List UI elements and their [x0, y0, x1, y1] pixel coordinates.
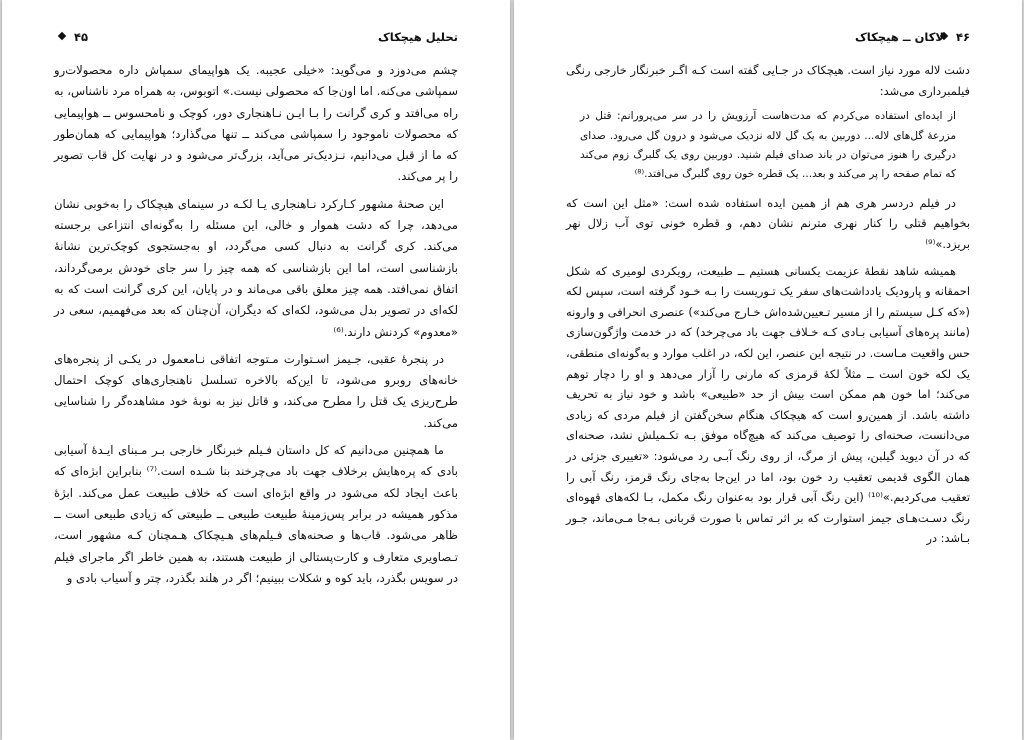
paragraph: این صحنهٔ مشهور کـارکرد نـاهنجاری یـا لکـه در سینمای هیچکاک را به‌خوبی نشان می‌دهد، چرا که دشت هموار و خالی، این مسئله را به‌گونه‌ای انتزاعی برجسته می‌کند. کری گرانت به دنبال کسی می‌گردد، او به‌جستجوی کوچک‌ترین نشانهٔ بازشناسی است، اما این بازشناسی که همه چیز را سر جای خودش برمی‌گرداند، اتفاق نمی‌افتد. همه چیز معلق باقی می‌ماند و در پایان، این کری گرانت است که به لکه‌ای در تصویر بدل می‌شود، لکه‌ای که دیگران، آن‌چنان که بعد می‌فهمیم، سعی در «معدوم» کردنش دارند.⁽⁶⁾: [54, 196, 458, 339]
right-page: [514, 0, 1022, 740]
page-number: ۴۶: [955, 30, 970, 44]
paragraph: در پنجرهٔ عقبی، جـیمز اسـتوارت مـتوجه اتفاقی نـامعمول در یکـی از پنجره‌های خانه‌های روبرو می‌شود، تا این‌که بالاخره تسلسل ناهنجاری‌های کوچک احتمال طرح‌ریزی یک قتل را مطرح می‌کند، و قاتل نیز به نوبهٔ خود مشاهده‌گر را شناسایی می‌کند.: [54, 351, 458, 430]
paragraph: دشت لاله مورد نیاز است. هیچکاک در جـایی گفته است کـه اگـر خبرنگار خارجی رنگی فیلمبرداری می‌شد:: [566, 63, 970, 98]
running-title: لاکان ــ هیچکاک: [855, 30, 944, 44]
running-title: تحلیل هیچکاک: [377, 30, 458, 44]
block-quote: از ایده‌ای استفاده می‌کردم که مدت‌هاست آرزویش را در سر می‌پرورانم: قتل در مزرعهٔ گل‌های لاله... دوربین به یک گل لاله نزدیک می‌شود و درون گل می‌رود. صدای درگیری را هنوز می‌توان در باند صدای فیلم شنید. دوربین روی یک گلبرگ زوم می‌کند که تمام صفحه را پر می‌کند و بعد... یک قطره خون روی گلبرگ می‌افتد.⁽⁸⁾: [580, 110, 956, 181]
paragraph: در فیلم دردسر هری هم از همین ایده استفاده شده است: «مثل این است که بخواهیم قتلی را کنار نهری مترنم نشان دهم، و قطره خونی توی آب زلال نهر بریزد.»⁽⁹⁾: [566, 195, 970, 251]
running-head: [54, 30, 458, 48]
body-text: [566, 60, 970, 555]
page-number: ۴۵: [74, 30, 89, 44]
page-number-block: [54, 30, 88, 44]
paragraph: چشم می‌دوزد و می‌گوید: «خیلی عجیبه. یک هواپیمای سمپاش داره محصولات‌رو سمپاشی می‌کنه. اما اون‌جا که محصولی نیست.» اتوبوس، به همراه مرد ناشناس، به راه می‌افتد و کری گرانت را بـا ایـن نـاهنجاری دور، کوچک و نامحسوس ــ هواپیمایی که محصولات ناموجود را سمپاشی می‌کند ــ تنها می‌گذارد؛ هواپیمایی که همان‌طور که ما از قبل می‌دانیم، نـزدیک‌تر می‌آید، بزرگ‌تر می‌شود و در نهایت کل قاب تصویر را پر می‌کند.: [54, 63, 458, 184]
body-text: [54, 60, 458, 595]
running-head: [566, 30, 970, 48]
paragraph: همیشه شاهد نقطهٔ عزیمت یکسانی هستیم ــ طبیعت، رویکردی لومیری که شکل احمقانه و پاروديک یادداشت‌های سفر یک تـوریست را بـه خـود گرفته است، سپس لکه («که کـل سیستم را از مسیر تـعیین‌شده‌اش خـارج می‌کند») عنصری انحرافی و وارونه (مانند پره‌های آسیابی بـادی کـه خـلاف جهت باد می‌چرخد) که در خدمت واژگون‌سازی حس واقعیت مـاست. در نتیجه این عنصر، این لکه، در اغلب موارد و به‌گونه‌ای منطقی، یک لکه خون است ــ مثلاً لکهٔ قرمزی که مارنی را آزار می‌دهد و او را دچار توهم می‌کند؛ اما خون هم ممکن است بیش از حد «طبیعی» باشد و خود نیاز به تحریف داشته باشد. از همین‌رو است که هیچکاک هنگام سخن‌گفتن از فیلم مردی که زیادی می‌دانست، صحنه‌ای را توصیف می‌کند که هیچ‌گاه موفق بـه تکـمیلش نشد، صحنه‌ای که در آن دیوید گیلبن، پیش از مرگ، از روی رنگ آبـی رد می‌شود: «تغییری جزئی در همان الگوی قدیمی تعقیب رد خون بود، اما در این‌جا به‌جای رنگ قرمز، رنگ آبی را تعقیب می‌کردیم.»⁽¹⁰⁾ (این رنگ آبی قرار بود به‌عنوان رنگ مکمل، بـا لکه‌های قهوه‌ای رنگ دسـت‌هـای جیمز استوارت که بر اثر تماس با صورت قربانی بـه‌جا مـی‌ماند، جـور بـاشد: در: [566, 263, 970, 546]
left-page: [2, 0, 510, 740]
diamond-icon: [58, 32, 66, 40]
paragraph: ما همچنین می‌دانیم که کل داستان فـیلم خبرنگار خارجی بـر مـبنای ایـدهٔ آسیابی بادی که پره‌هایش برخلاف جهت باد می‌چرخند بنا شـده است.⁽⁷⁾ بنابراین ابژه‌ای که باعث ایجاد لکه می‌شود در واقع ابژه‌ای است که خلاف طبیعت عمل می‌کند. ابژهٔ مذکور همیشه در برابر پس‌زمینهٔ طبیعت طبیعی ــ طبیعتی که زیادی طبیعی است ــ ظاهر می‌شود. قاب‌ها و صحنه‌های فـیلم‌های هـیچکاک هـمچنان کـه مشهور است، تـصاویری متعارف و کارت‌پستالی از طبیعت هستند، به همین خاطر اگر ماجرای فیلم در سویس بگذرد، باید کوه و شکلات ببینیم؛ اگر در هلند بگذرد، چتر و آسیاب بادی و: [54, 443, 458, 585]
